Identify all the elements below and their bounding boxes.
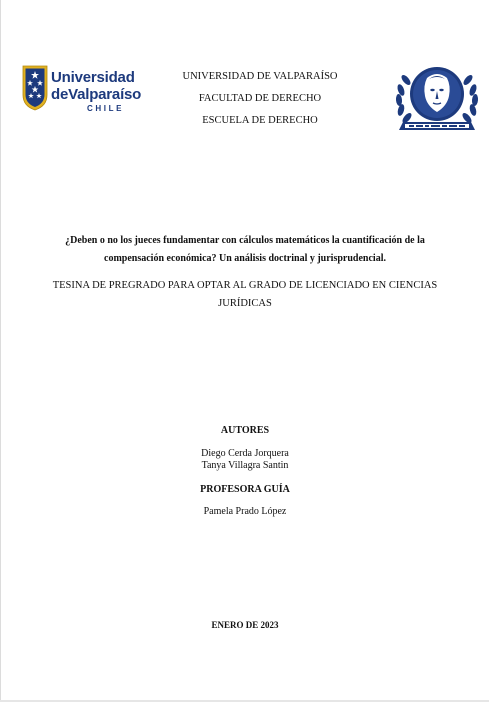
logo-line-devalparaiso: deValparaíso [51,86,142,103]
institution-header [150,66,370,132]
shield-star-icon [22,65,48,111]
university-name: UNIVERSIDAD DE VALPARAÍSO [182,71,338,82]
school-name: ESCUELA DE DERECHO [202,115,318,126]
faculty-seal-icon [393,60,481,136]
universidad-valparaiso-logo [20,63,142,119]
authors-heading: AUTORES [220,425,270,436]
faculty-name: FACULTAD DE DERECHO [198,93,322,104]
logo-wordmark [51,69,141,114]
logo-line-universidad: Universidad [51,69,135,86]
advisor-heading: PROFESORA GUÍA [200,484,290,495]
page-left-edge [0,0,1,702]
logo-line-chile: CHILE [87,104,124,113]
thesis-date: ENERO DE 2023 [211,620,279,630]
thesis-title: ¿Deben o no los jueces fundamentar con cálculos matemáticos la cuantificación de la compensación económica? Un análisis doctrinal y jurisprudencial. [65,235,425,264]
advisor-name: Pamela Prado López [203,506,287,517]
thesis-subtitle: TESINA DE PREGRADO PARA OPTAR AL GRADO DE LICENCIADO EN CIENCIAS JURÍDICAS [52,280,438,309]
author-name-2: Tanya Villagra Santin [201,460,289,471]
author-name-1: Diego Cerda Jorquera [201,448,289,459]
